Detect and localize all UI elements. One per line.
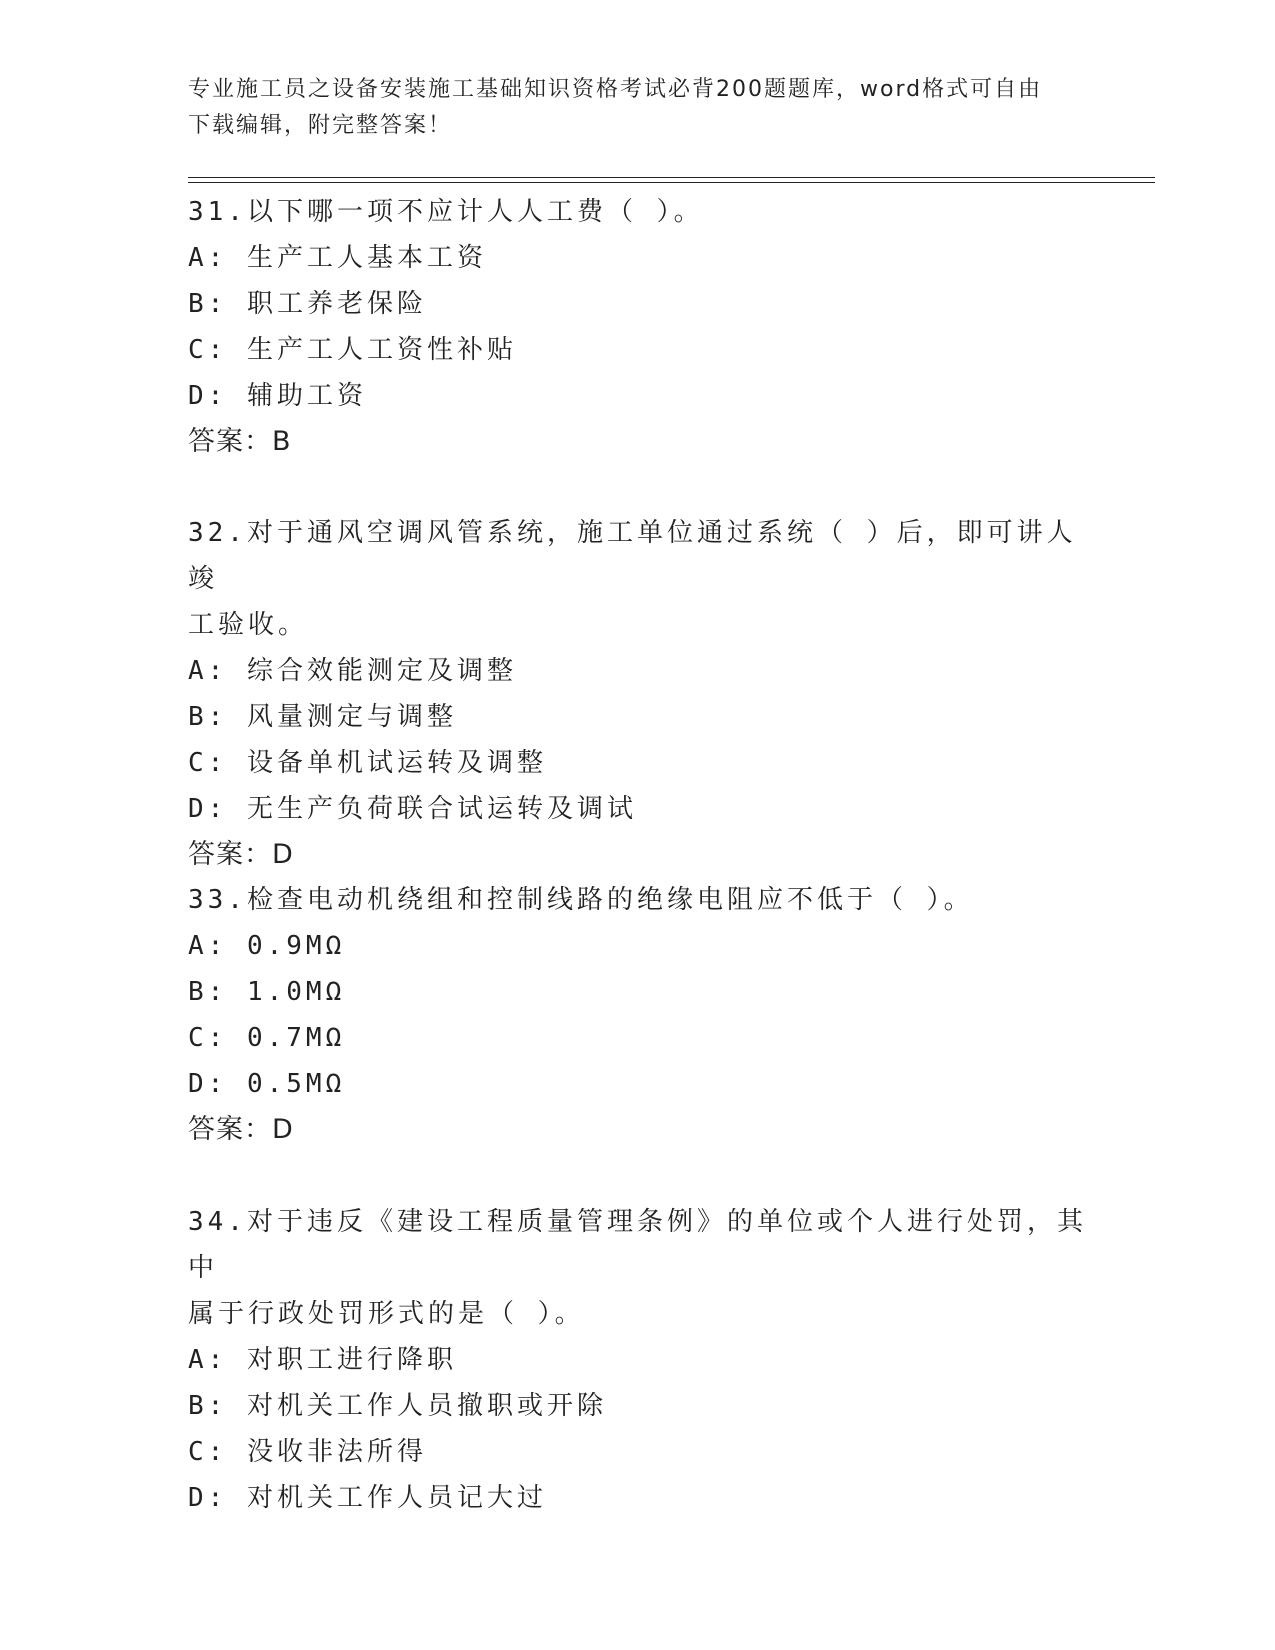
question-31 (188, 189, 1088, 465)
header-divider-top (188, 177, 1155, 178)
header-divider-bottom (188, 182, 1155, 183)
question-stem-line-2: 工验收。 (188, 610, 309, 640)
document-header (188, 72, 1088, 144)
question-stem-line-2: 属于行政处罚形式的是（ ）。 (188, 1299, 585, 1329)
option-d: D: 对机关工作人员记大过 (188, 1483, 547, 1513)
option-c: C: 设备单机试运转及调整 (188, 748, 547, 778)
option-a: A: 生产工人基本工资 (188, 243, 487, 273)
option-d: D: 辅助工资 (188, 381, 367, 411)
option-c: C: 没收非法所得 (188, 1437, 427, 1467)
question-32 (188, 510, 1088, 878)
option-d: D: 无生产负荷联合试运转及调试 (188, 794, 637, 824)
answer: 答案：B (188, 426, 292, 457)
answer: 答案：D (188, 839, 294, 870)
question-stem: 33.检查电动机绕组和控制线路的绝缘电阻应不低于（ ）。 (188, 885, 974, 915)
option-a: A: 综合效能测定及调整 (188, 656, 517, 686)
option-c: C: 生产工人工资性补贴 (188, 335, 517, 365)
question-stem-line-1: 32.对于通风空调风管系统，施工单位通过系统（ ）后，即可讲人竣 (188, 518, 1077, 594)
header-line-1: 专业施工员之设备安装施工基础知识资格考试必背200题题库，word格式可自由 (188, 77, 1043, 102)
answer: 答案：D (188, 1114, 294, 1145)
question-34 (188, 1199, 1088, 1521)
option-b: B: 风量测定与调整 (188, 702, 457, 732)
option-a: A: 对职工进行降职 (188, 1345, 457, 1375)
option-b: B: 1.0MΩ (188, 977, 346, 1007)
option-b: B: 职工养老保险 (188, 289, 427, 319)
question-stem: 31.以下哪一项不应计人人工费（ ）。 (188, 197, 704, 227)
header-line-2: 下载编辑，附完整答案！ (188, 113, 453, 138)
option-a: A: 0.9MΩ (188, 931, 346, 961)
option-b: B: 对机关工作人员撤职或开除 (188, 1391, 607, 1421)
question-33 (188, 877, 1088, 1153)
option-d: D: 0.5MΩ (188, 1069, 346, 1099)
question-stem-line-1: 34.对于违反《建设工程质量管理条例》的单位或个人进行处罚，其中 (188, 1207, 1087, 1283)
option-c: C: 0.7MΩ (188, 1023, 346, 1053)
